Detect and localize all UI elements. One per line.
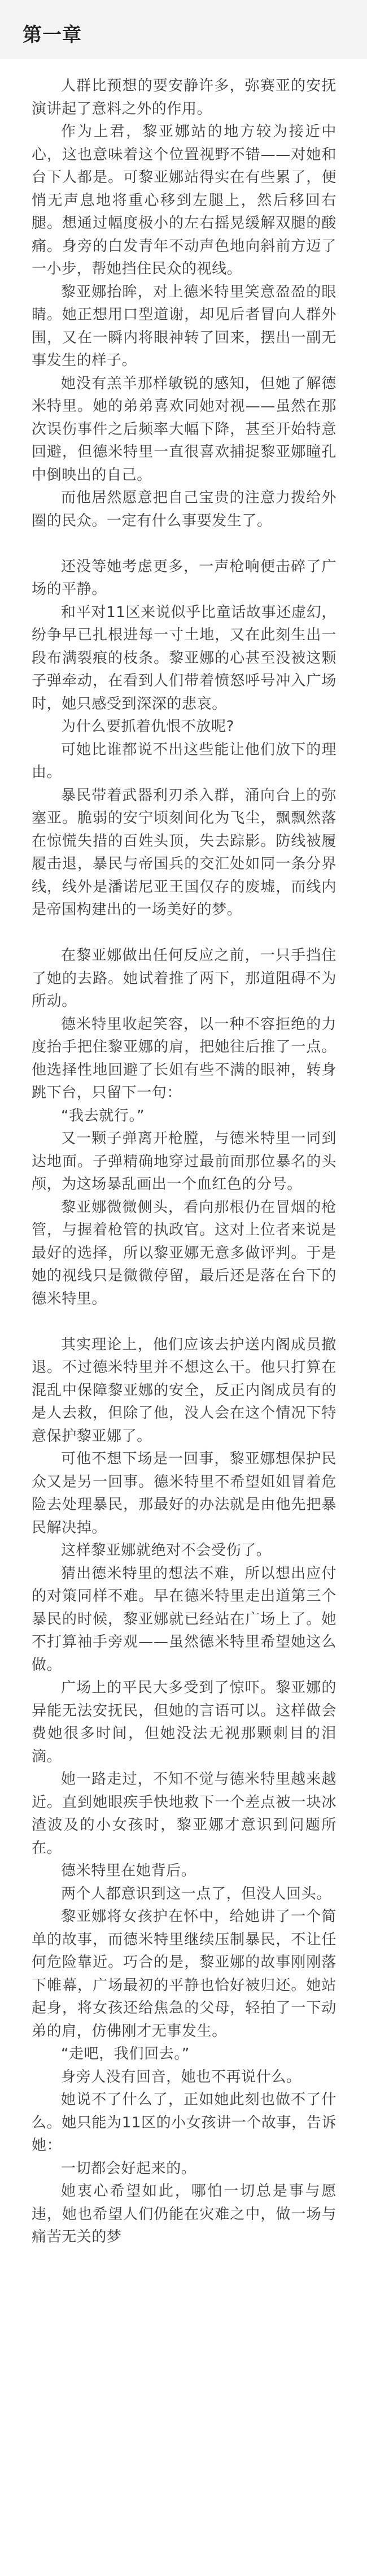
- paragraph: 两个人都意识到这一点了，但没人回头。: [61, 1885, 331, 1902]
- paragraph: 她衷心希望如此，哪怕一切总是事与愿违，她也希望人们仍能在灾难之中，做一场与痛苦无关的梦: [32, 2183, 337, 2245]
- paragraph: 作为上君，黎亚娜站的地方较为接近中心，这也意味着这个位置视野不错——对她和台下人都是。可黎亚娜站得实在有些累了，便悄无声息地将重心移到左腿上，然后移回右腿。想通过幅度极小的左右摇晃缓解双腿的酸痛。身旁的白发青年不动声色地向斜前方迈了一小步，帮她挡住民众的视线。: [32, 123, 337, 277]
- paragraph: 德米特里收起笑容，以一种不容拒绝的力度抬手把住黎亚娜的肩，把她往后推了一点。他选择性地回避了长姐有些不满的眼神，转身跳下台，只留下一句：: [32, 1015, 337, 1101]
- paragraph: 猜出德米特里的想法不难，所以想出应付的对策同样不难。早在德米特里走出道第三个暴民的时候，黎亚娜就已经站在广场上了。她不打算袖手旁观——虽然德米特里希望她这么做。: [32, 1565, 337, 1674]
- paragraph: 人群比预想的要安静许多，弥赛亚的安抚演讲起了意料之外的作用。: [32, 77, 337, 118]
- paragraph: 她一路走过，不知不觉与德米特里越来越近。直到她眼疾手快地救下一个差点被一块冰渣波及的小女孩时，黎亚娜才意识到问题所在。: [32, 1771, 337, 1857]
- paragraph: 她没有羔羊那样敏锐的感知，但她了解德米特里。她的弟弟喜欢同她对视——虽然在那次误伤事件之后频率大幅下降，甚至开始特意回避，但德米特里一直很喜欢捕捉黎亚娜瞳孔中倒映出的自己。: [32, 375, 337, 484]
- section-break: [32, 922, 337, 945]
- section-break: [32, 532, 337, 555]
- paragraph: 她说不了什么了，正如她此刻也做不了什么。她只能为11区的小女孩讲一个故事，告诉她：: [32, 2091, 337, 2154]
- paragraph: 和平对11区来说似乎比童话故事还虚幻，纷争早已扎根进每一寸土地，又在此刻生出一段布满裂痕的枝条。黎亚娜的心甚至没被这颗子弹牵动，在看到人们带着愤怒呼号冲入广场时，她只感受到深深的悲哀。: [32, 603, 337, 713]
- paragraph: 这样黎亚娜就绝对不会受伤了。: [61, 1542, 272, 1559]
- chapter-title: 第一章: [23, 24, 82, 46]
- paragraph: 其实理论上，他们应该去护送内阁成员撤退。不过德米特里并不想这么干。他只打算在混乱中保障黎亚娜的安全，反正内阁成员有的是人去救，但除了他，没人会在这个情况下特意保护黎亚娜了。: [32, 1336, 337, 1445]
- paragraph: “我去就行。”: [61, 1107, 145, 1124]
- chapter-body: [32, 75, 337, 2249]
- section-break: [32, 1310, 337, 1333]
- paragraph: 在黎亚娜做出任何反应之前，一只手挡住了她的去路。她试着推了两下，那道阻碍不为所动。: [32, 947, 337, 1010]
- paragraph: 一切都会好起来的。: [61, 2160, 196, 2177]
- paragraph: 黎亚娜微微侧头，看向那根仍在冒烟的枪管，与握着枪管的执政官。这对上位者来说是最好的选择，所以黎亚娜无意多做评判。于是她的视线只是微微停留，最后还是落在台下的德米特里。: [32, 1198, 337, 1307]
- paragraph: 为什么要抓着仇恨不放呢?: [61, 718, 234, 735]
- paragraph: 黎亚娜抬眸，对上德米特里笑意盈盈的眼睛。她正想用口型道谢，却见后者冒向人群外围，又在一瞬内将眼神转了回来，摆出一副无事发生的样子。: [32, 283, 337, 369]
- paragraph: 可他不想下场是一回事，黎亚娜想保护民众又是另一回事。德米特里不希望姐姐冒着危险去处理暴民，那最好的办法就是由他先把暴民解决掉。: [32, 1450, 337, 1536]
- chapter-header: [0, 0, 367, 59]
- paragraph: 可她比谁都说不出这些能让他们放下的理由。: [32, 741, 337, 781]
- paragraph: 德米特里在她背后。: [61, 1862, 196, 1879]
- paragraph: 而他居然愿意把自己宝贵的注意力拨给外圈的民众。一定有什么事要发生了。: [32, 489, 337, 529]
- paragraph: 身旁人没有回音，她也不再说什么。: [61, 2068, 302, 2086]
- paragraph: 暴民带着武器利刃杀入群，涌向台上的弥塞亚。脆弱的安宁顷刻间化为飞尘，飘飘然落在惊慌失措的百姓头顶，失去踪影。防线被履履击退，暴民与帝国兵的交汇处如同一条分界线，线外是潘诺尼亚王国仅存的废墟，而线内是帝国构建出的一场美好的梦。: [32, 787, 337, 918]
- paragraph: “走吧，我们回去。”: [61, 2045, 190, 2062]
- paragraph: 还没等她考虑更多，一声枪响便击碎了广场的平静。: [32, 558, 337, 598]
- paragraph: 广场上的平民大多受到了惊吓。黎亚娜的异能无法安抚民，但她的言语可以。这样做会费她很多时间，但她没法无视那颗刺目的泪滴。: [32, 1679, 337, 1765]
- paragraph: 又一颗子弹离开枪膛，与德米特里一同到达地面。子弹精确地穿过最前面那位暴名的头颅，为这场暴乱画出一个血红色的分号。: [32, 1130, 337, 1193]
- paragraph: 黎亚娜将女孩护在怀中，给她讲了一个简单的故事，而德米特里继续压制暴民，不让任何危险靠近。巧合的是，黎亚娜的故事刚刚落下帷幕，广场最初的平静也恰好被归还。她站起身，将女孩还给焦急的父母，轻拍了一下动弟的肩，仿佛刚才无事发生。: [32, 1908, 337, 2040]
